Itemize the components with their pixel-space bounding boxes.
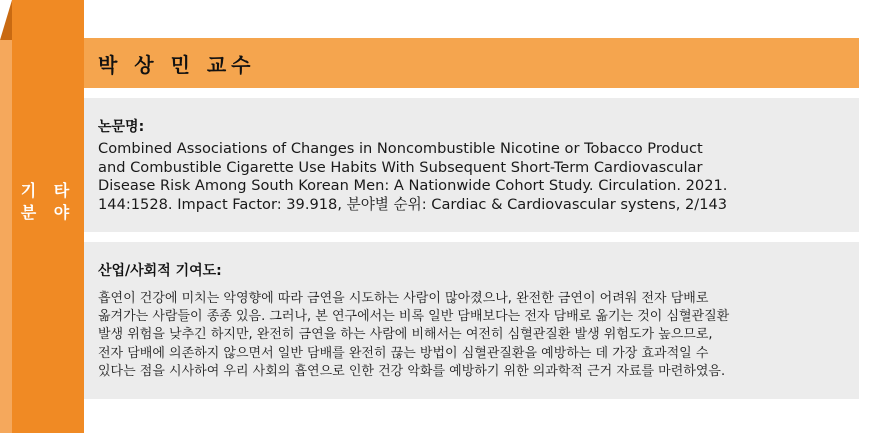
contribution-line: 있다는 점을 시사하여 우리 사회의 흡연으로 인한 건강 악화를 예방하기 위한 의과학적 근거 자료를 마련하였음. — [98, 363, 726, 379]
page-title: 박 상 민 교수 — [98, 53, 256, 77]
paper-line: Disease Risk Among South Korean Men: A Nationwide Cohort Study. Circulation. 2021. — [98, 177, 728, 195]
contribution-line: 전자 담배에 의존하지 않으면서 일반 담배를 완전히 끊는 방법이 심혈관질환을 예방하는 데 가장 효과적일 수 — [98, 345, 709, 361]
category-label — [12, 180, 84, 224]
paper-panel — [84, 98, 859, 232]
category-label-line1: 기 타 — [20, 181, 76, 200]
paper-citation — [98, 140, 853, 214]
contribution-line: 흡연이 건강에 미치는 악영향에 따라 금연을 시도하는 사람이 많아졌으나, 완전한 금연이 어려워 전자 담배로 — [98, 291, 709, 306]
contribution-heading: 산업/사회적 기여도: — [98, 263, 222, 279]
paper-line: and Combustible Cigarette Use Habits With Subsequent Short-Term Cardiovascular — [98, 158, 703, 176]
contribution-line: 옮겨가는 사람들이 종종 있음. 그러나, 본 연구에서는 비록 일반 담배보다는 전자 담배로 옮기는 것이 심혈관질환 — [98, 309, 730, 325]
sidebar-edge — [0, 40, 12, 433]
sidebar-fold — [0, 0, 12, 40]
paper-line: 144:1528. Impact Factor: 39.918, 분야별 순위: Cardiac & Cardiovascular systens, 2/143 — [98, 195, 728, 213]
contribution-panel — [84, 242, 859, 399]
header-bar — [84, 38, 859, 88]
paper-heading: 논문명: — [98, 119, 145, 135]
contribution-text — [98, 290, 853, 381]
contribution-line: 발생 위험을 낮추긴 하지만, 완전히 금연을 하는 사람에 비해서는 여전히 심혈관질환 발생 위험도가 높으므로, — [98, 327, 713, 343]
category-label-line2: 분 야 — [20, 203, 76, 222]
paper-line: Combined Associations of Changes in Noncombustible Nicotine or Tobacco Product — [98, 140, 703, 157]
